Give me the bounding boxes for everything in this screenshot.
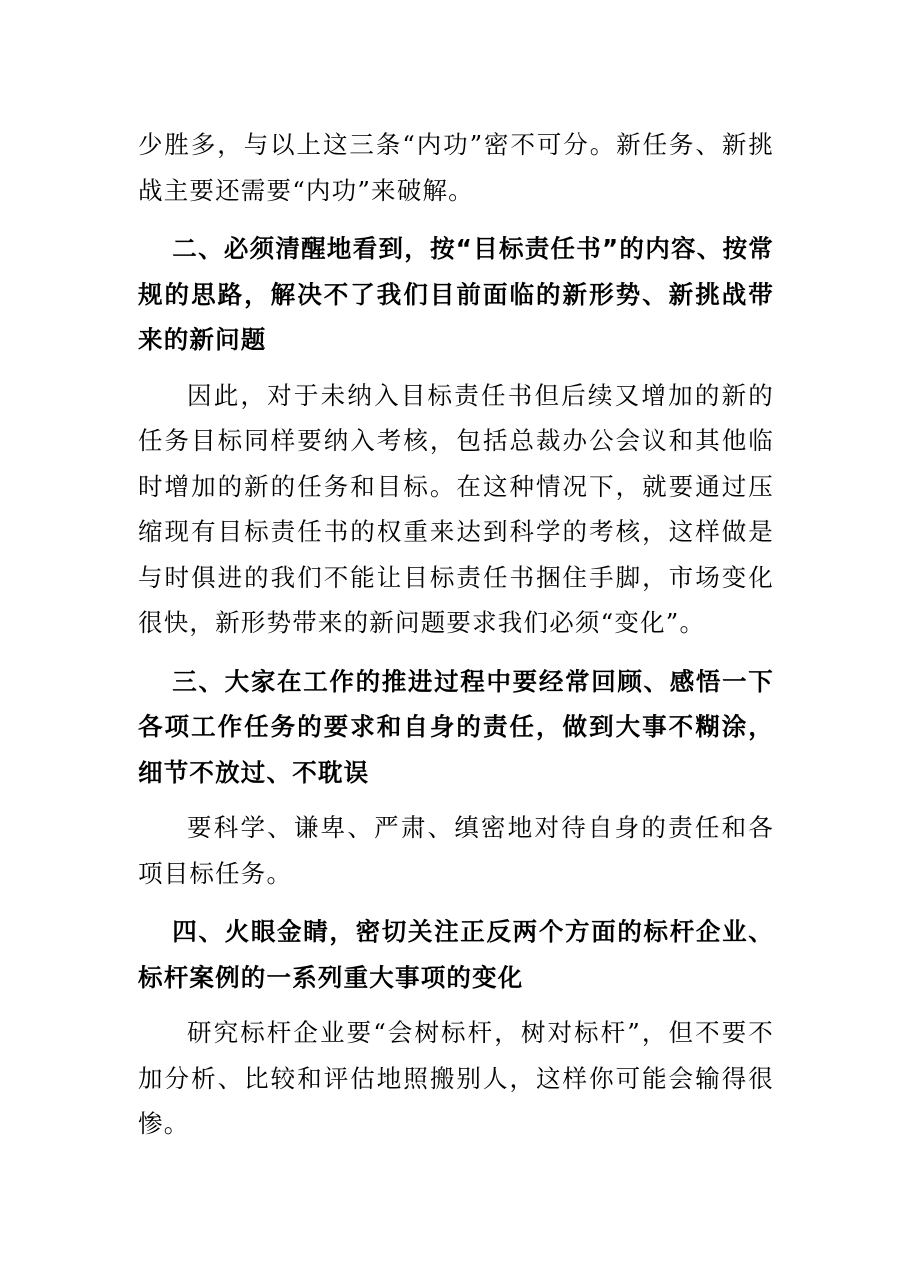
spacer [138,363,774,373]
body-paragraph: 要科学、谦卑、严肃、缜密地对待自身的责任和各项目标任务。 [138,813,774,888]
document-body [138,122,774,1147]
body-paragraph: 研究标杆企业要“会树标杆，树对标杆”，但不要不加分析、比较和评估地照搬别人，这样你可能会输得很惨。 [138,1018,774,1138]
section-heading-3: 三、大家在工作的推进过程中要经常回顾、感悟一下各项工作任务的要求和自身的责任，做到大事不糊涂，细节不放过、不耽误 [138,666,774,787]
section-heading-4: 四、火眼金睛，密切关注正反两个方面的标杆企业、标杆案例的一系列重大事项的变化 [138,917,774,992]
spacer [138,646,774,659]
body-paragraph: 因此，对于未纳入目标责任书但后续又增加的新的任务目标同样要纳入考核，包括总裁办公会议和其他临时增加的新的任务和目标。在这种情况下，就要通过压缩现有目标责任书的权重来达到科学的考核，这样做是与时俱进的我们不能让目标责任书捆住手脚，市场变化很快，新形势带来的新问题要求我们必须“变化”。 [138,380,774,637]
spacer [138,896,774,909]
spacer [138,795,774,805]
continuation-paragraph: 少胜多，与以上这三条“内功”密不可分。新任务、新挑战主要还需要“内功”来破解。 [138,130,774,205]
section-heading-2: 二、必须清醒地看到，按“目标责任书”的内容、按常规的思路，解决不了我们目前面临的新形势、新挑战带来的新问题 [138,234,774,354]
spacer [138,1000,774,1010]
spacer [138,213,774,226]
